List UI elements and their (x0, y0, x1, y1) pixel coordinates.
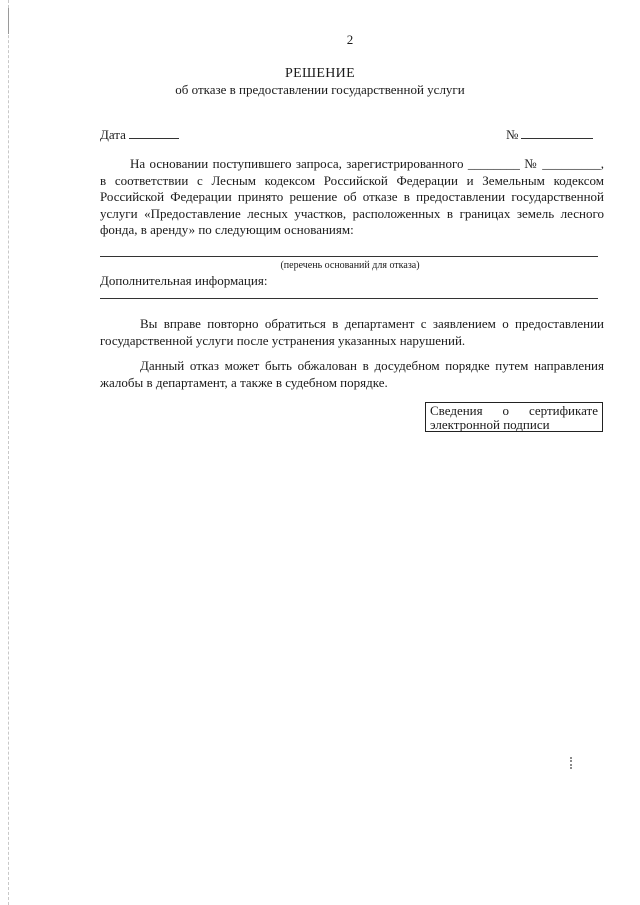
scan-left-edge (8, 0, 9, 905)
scan-edge-mark (8, 8, 9, 34)
additional-info-line (100, 298, 598, 299)
date-label: Дата (100, 127, 126, 142)
appeal-paragraph: Данный отказ может быть обжалован в досудебном порядке путем направления жалобы в департамент, а также в судебном порядке. (100, 358, 604, 390)
scan-artifact (570, 757, 574, 769)
reasons-line (100, 256, 598, 257)
date-field (100, 126, 179, 143)
number-field (506, 126, 593, 143)
document-title: РЕШЕНИЕ (285, 66, 355, 81)
basis-paragraph: На основании поступившего запроса, зарегистрированного ________ № _________, в соответствии с Лесным кодексом Российской Федерации и Земельным кодексом Российской Федерации принято решение об отказе в предоставлении государственной услуги «Предоставление лесных участков, расположенных в границах земель лесного фонда, в аренду» по следующим основаниям: (100, 156, 604, 237)
reapply-paragraph: Вы вправе повторно обратиться в департамент с заявлением о предоставлении государственной услуги после устранения указанных нарушений. (100, 316, 604, 348)
document-subtitle: об отказе в предоставлении государственной услуги (175, 82, 465, 97)
signature-certificate-box: Сведения о сертификате электронной подписи (425, 402, 603, 432)
page-number: 2 (346, 32, 354, 47)
additional-info-label: Дополнительная информация: (100, 273, 268, 288)
date-blank (129, 126, 179, 139)
number-blank (521, 126, 593, 139)
reasons-caption: (перечень оснований для отказа) (280, 260, 420, 271)
number-label: № (506, 127, 519, 142)
